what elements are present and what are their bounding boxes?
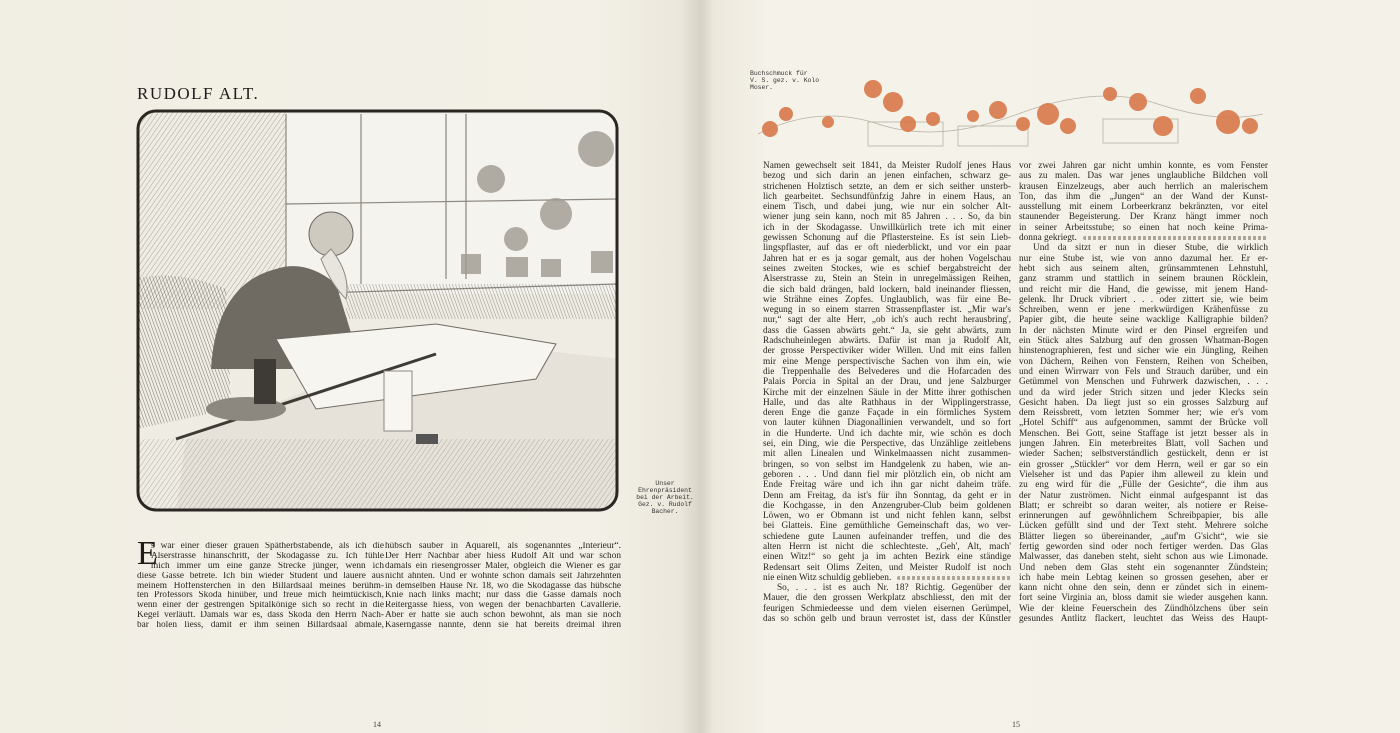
text-line: Kirche mit der einzelnen Säule in der Mitte ihrer gothischen [763, 387, 1011, 398]
text-line: bringen, so von selbst im Handgelenk zu haben, wie an- [763, 459, 1011, 470]
text-line: wegung in so einem starren Strassenpflaster ist. „Mir war's [763, 305, 1011, 316]
text-line: ein grosser „Stückler“ vor dem Herrn, weil er gar so ein [1019, 459, 1268, 470]
text-line: Mauer, die den grossen Werkplatz abschliesst, den mit der [763, 593, 1011, 604]
text-line: das so schön gelb und braun verrostet ist, dass der Künstler [763, 614, 1011, 625]
text-line: vor zwei Jahren gar nicht umhin konnte, es vom Fenster [1019, 161, 1268, 171]
text-line: Lücken gefüllt sind und der Text steht. Mehrere solche [1019, 521, 1268, 532]
text-line: gewissen Schonung auf die Pflastersteine. Es ist sein Lieb- [763, 233, 1011, 244]
text-line: Papier gibt, die heute seine wacklige Kalligraphie bilden? [1019, 315, 1268, 326]
text-line: bezog und sich darin an jenen einfachen, schwarz ge- [763, 171, 1011, 182]
text-line: Schreiben, wenn er jene merkwürdigen Krähenfüsse zu [1019, 305, 1268, 316]
text-line: der grosse Perspectiviker wider Willen. Und mit eins fallen [763, 346, 1011, 357]
text-line: Und da sitzt er nun in dieser Stube, die wirklich [1033, 243, 1268, 254]
article-title: RUDOLF ALT. [137, 84, 260, 103]
text-line: Der Herr Nachbar aber hiess Rudolf Alt und war schon [385, 551, 621, 561]
text-line: Kaserngasse nannte, denn sie hat bereits dreimal ihren [385, 621, 621, 631]
text-line: „Hotel Schiff“ aus aufgenommen, sammt der Brücke voll [1019, 418, 1268, 429]
text-line: seines zweiten Stockes, wie es schief bergabstreicht der [763, 263, 1011, 274]
text-line: die sich bald drängen, bald lockern, bald ineinander fliessen, [763, 284, 1011, 295]
text-line: wieder Sachen; selbstverständlich gestückelt, denn er ist [1019, 449, 1268, 460]
text-line: diese Gasse betrete. Ich bin wieder Student und lauere aus [137, 571, 384, 581]
text-line [763, 573, 1011, 583]
text-line: mich immer um eine ganze Strecke jünger, wenn ich [151, 561, 384, 571]
text-line: von Dächern, Reihen von Fenstern, Reihen von Scheiben, [1019, 356, 1268, 367]
text-line: damals ein riesengrosser Maler, obgleich die Wiener es gar [385, 561, 621, 571]
text-line: Menschen. Bei Gott, seine Staffage ist jetzt besser als in [1019, 428, 1268, 439]
text-line: dass die Gassen abwärts geht.“ Ja, sie geht abwärts, zum [763, 325, 1011, 336]
text-line: die Kochgasse, in den Anzengruber-Club beim goldenen [763, 500, 1011, 511]
text-line: nur eine Stube ist, wie von anno dazumal her. Er er- [1019, 253, 1268, 264]
section-ornament [1083, 236, 1268, 240]
text-line: erinnerungen auf gewöhnlichem Schreibpapier, bis alle [1019, 511, 1268, 522]
left-column-2 [385, 542, 621, 631]
text-line: hebt sich aus seinem alten, grünsammtenen Lehnstuhl, [1019, 263, 1268, 274]
text-line: strichenen Holztisch setzte, an dem er sich seither unsterb- [763, 181, 1011, 192]
text-line: Halle, und das alte Rathhaus in der Wipplingerstrasse, [763, 397, 1011, 408]
text-line: Getümmel von Menschen und Fuhrwerk dazwischen, . . . [1019, 377, 1268, 388]
text-line: Reitergasse hiess, von wegen der benachbarten Cavallerie. [385, 601, 621, 611]
text-line: hinstenographieren, fest und sicher wie ein Jüngling, Reihen [1019, 346, 1268, 357]
text-line: gesundes Antlitz flackert, leuchtet das Weiss des Haupt- [1019, 614, 1268, 625]
text-line: einen Witz!“ so geht ja im achten Bezirk eine ständige [763, 552, 1011, 563]
text-line-content: nie einen Witz schuldig geblieben. [763, 572, 892, 583]
text-line: So, . . . ist es auch Nr. 18? Richtig. Gegenüber der [777, 583, 1011, 594]
drop-cap: E [137, 535, 158, 572]
text-line: Knie nach links macht; nur dass die Gasse damals noch [385, 591, 621, 601]
text-line: Ton, das ihm die „Jungen“ an der Wand der Kunst- [1019, 191, 1268, 202]
text-line [1019, 233, 1268, 243]
text-line: mit allen Linealen und Winkelmaassen nicht zusammen- [763, 449, 1011, 460]
text-line: ganz stramm und stattlich in seinem braunen Röcklein, [1019, 274, 1268, 285]
text-line: nicht ahnten. Und er wohnte schon damals seit Jahrzehnten [385, 571, 621, 581]
text-line: kann nicht ohne den sein, denn er zündet sich in einem- [1019, 583, 1268, 594]
text-line: nur,“ sagt der alte Herr, „ob ich's auch recht herausbring', [763, 315, 1011, 326]
text-line: ich in der Skodagasse. Unwillkürlich trete ich mit einer [763, 222, 1011, 233]
text-line: Palais Porcia in Spital an der Drau, und jene Salzburger [763, 377, 1011, 388]
text-line: Alserstrasse zu, Stein an Stein in unregelmässigen Reihen, [763, 274, 1011, 285]
text-line: staunender Begeisterung. Der Kranz hängt immer noch [1019, 212, 1268, 223]
text-line: von lauter kühnen Diagonallinien verwandelt, und so fort [763, 418, 1011, 429]
text-line: lingspflaster, auf das er oft niederblickt, und vor ein paar [763, 243, 1011, 254]
text-line: einem Tisch, und dabei jung, wie nur ein solcher Alt- [763, 202, 1011, 213]
text-line: fort seine Virginia an, bloss damit sie wieder ausgehen kann. [1019, 593, 1268, 604]
text-line: Blatt; er schreibt so daran weiter, als notiere er Reise- [1019, 500, 1268, 511]
text-line: Redensart seit Olims Zeiten, und Meister Rudolf ist noch [763, 562, 1011, 573]
page-number: 15 [1012, 720, 1020, 729]
text-line: Löwen, wo er Obmann ist und nicht fehlen kann, selbst [763, 511, 1011, 522]
text-line: ein Stück altes Salzburg auf den grossen Whatman-Bogen [1019, 336, 1268, 347]
text-line: Blätter liegen so übereinander, „auf'm G'sicht“, wie sie [1019, 531, 1268, 542]
section-ornament [897, 576, 1011, 580]
illustration-caption: Unser Ehrenpräsident bei der Arbeit. Gez. v. Rudolf Bacher. [636, 480, 694, 515]
text-line: dem Reissbrett, vom letzten Sommer her; wie er's vom [1019, 408, 1268, 419]
right-column-1 [763, 161, 1011, 624]
text-line: Alserstrasse hinanschritt, der Skodagasse zu. Ich fühle [151, 551, 384, 561]
text-line: Jahren hat er es ja sogar gemalt, aus der hohen Vogelschau [763, 253, 1011, 264]
text-line: bar holen liess, damit er ihm seinen Billardsaal abmale, [137, 621, 384, 631]
text-line: aus zu malen. Das war jenes unglaubliche Bildchen voll [1019, 171, 1268, 182]
text-line: s war einer dieser grauen Spätherbstabende, als ich die [151, 542, 384, 551]
text-line: schiedene gute Launen aufeinander treffen, und die des [763, 531, 1011, 542]
text-line: Aber er hatte sie auch schon bewohnt, als man sie noch [385, 611, 621, 621]
text-line: mir eine Menge perspectivische Sachen von ihm ein, wie [763, 356, 1011, 367]
text-line: in seiner Arbeitsstube; so einen hat noch keine Prima- [1019, 222, 1268, 233]
text-line: fertig geworden sind oder noch fertiger werden. Das Glas [1019, 541, 1268, 552]
text-line-content: donna gekriegt. [1019, 233, 1077, 244]
text-line: wiener jung sein kann, noch mit 85 Jahren . . . So, da bin [763, 212, 1011, 223]
page-number: 14 [373, 720, 381, 729]
text-line: und reicht mir die Hand, die gewisse, mit jenem Hand- [1019, 284, 1268, 295]
text-line: Ende Freitag wäre und ich ihn gar nicht daheim träfe. [763, 480, 1011, 491]
right-page [700, 0, 1400, 733]
text-line: ten Professors Skoda hinüber, und freue mich heimtückisch, [137, 591, 384, 601]
right-column-2 [1019, 161, 1268, 624]
text-line: geboren . . . Und dann fiel mir plötzlich ein, ob nicht am [763, 469, 1011, 480]
text-line: Wie der kleine Feuerschein des Zündhölzchens über sein [1019, 603, 1268, 614]
text-line: alten Herrn ist nicht die schlechteste. „Geh', Alt, mach' [763, 541, 1011, 552]
text-line: meinem Hoffensterchen in den Billardsaal meines berühm- [137, 581, 384, 591]
text-line: Und neben dem Glas steht ein sogenannter Zündstein; [1019, 562, 1268, 573]
text-line: Vielseher ist und das Papier ihm alleweil zu klein und [1019, 469, 1268, 480]
text-line: In der nächsten Minute wird er den Pinsel ergreifen und [1019, 325, 1268, 336]
text-line: Namen gewechselt seit 1841, da Meister Rudolf jenes Haus [763, 161, 1011, 171]
text-line: Denn am Freitag, da ist's für ihn Sonntag, da geht er in [763, 490, 1011, 501]
text-line: gelenk. Ihr Druck vibriert . . . oder zittert sie, wie beim [1019, 294, 1268, 305]
text-line: hübsch sauber in Aquarell, als sogenanntes „Interieur“. [385, 542, 621, 551]
text-line: sei, ein Ding, wie die Perspective, das Unzählige zeitlebens [763, 439, 1011, 450]
left-column-1 [137, 542, 384, 631]
text-line: die Treppenhalle des Belvederes und die Hofarcaden des [763, 366, 1011, 377]
text-line: und einen Wirrwarr von Fels und Strauch darüber, und ein [1019, 366, 1268, 377]
text-line: in die Hunderte. Und ich dachte mir, wie schön es doch [763, 428, 1011, 439]
text-line: in demselben Hause Nr. 18, wo die Skodagasse das hübsche [385, 581, 621, 591]
text-line: krausen Einzelzeugs, aber auch herrlich an malerischem [1019, 181, 1268, 192]
text-line: Kegel verläuft. Damals war es, dass Skoda den Herrn Nach- [137, 611, 384, 621]
text-line: lich gearbeitet. Sechsundfünfzig Jahre in einem Haus, an [763, 191, 1011, 202]
illustration-artist-at-work [136, 109, 619, 512]
text-line: Gesicht haben. Da liegt just so ein grosses Salzburg auf [1019, 397, 1268, 408]
text-line: wie Strähne eines Zopfes. Unglaublich, was für eine Be- [763, 294, 1011, 305]
text-line: jungen Jahren. Ein meterbreites Blatt, voll Sachen und [1019, 439, 1268, 450]
text-line: Malwasser, das daneben steht, sieht schon aus wie Limonade. [1019, 552, 1268, 563]
text-line: wenn einer der gestrengen Spitalkönige sich so recht in die [137, 601, 384, 611]
text-line: der Natur zuströmen. Nicht einmal aufgespannt ist das [1019, 490, 1268, 501]
text-line: Radschuheinlegen abwärts. Dafür ist man ja Rudolf Alt, [763, 336, 1011, 347]
text-line: bei Glatteis. Eine gemüthliche Gemeinschaft das, wo ver- [763, 521, 1011, 532]
text-line: zu eng wird für die „Fülle der Gesichte“, die ihm aus [1019, 480, 1268, 491]
header-decoration-caption: Buchschmuck für V. S. gez. v. Kolo Moser. [750, 70, 820, 91]
text-line: ich habe mein Lebtag keinen so grossen gesehen, aber er [1019, 572, 1268, 583]
text-line: und da wird jeder Strich sitzen und jeder Klecks sein [1019, 387, 1268, 398]
text-line: feurigen Schmiedeesse und dem vielen eisernen Gerümpel, [763, 603, 1011, 614]
text-line: deren Enge die ganze Façade in ein förmliches System [763, 408, 1011, 419]
nasturtium-header-ornament [758, 74, 1263, 154]
text-line: ausstellung mit einem Lorbeerkranz bekränzten, vor eitel [1019, 202, 1268, 213]
